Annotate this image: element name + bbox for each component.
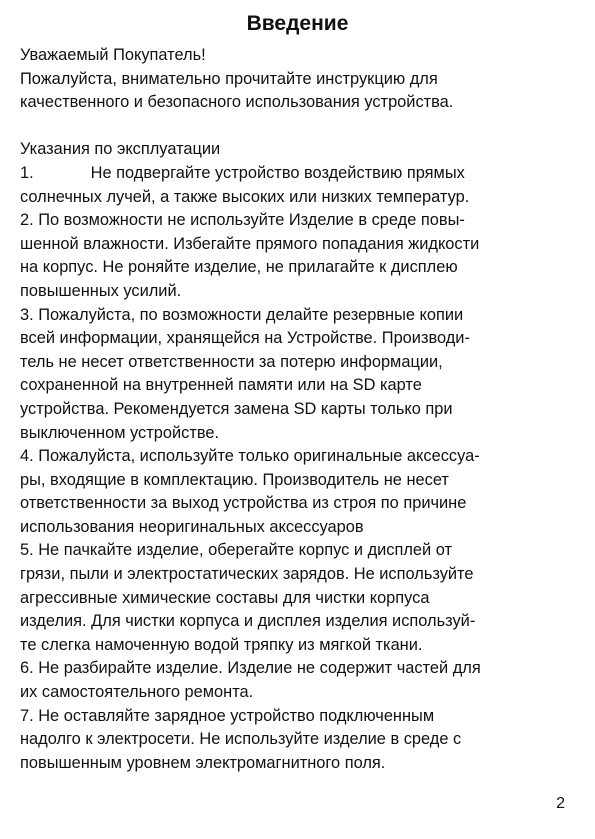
item-number: 1. [20, 163, 34, 182]
instruction-line: 3. Пожалуйста, по возможности делайте резервные копии [20, 305, 464, 324]
paragraph-gap [20, 115, 580, 139]
intro-line: Пожалуйста, внимательно прочитайте инструкцию для [20, 69, 438, 88]
page-content [20, 44, 580, 775]
instruction-line: выключенном устройстве. [20, 423, 220, 442]
instruction-line: их самостоятельного ремонта. [20, 683, 254, 702]
instruction-line: 7. Не оставляйте зарядное устройство подключенным [20, 706, 435, 725]
instruction-line: ответственности за выход устройства из строя по причине [20, 494, 467, 513]
instruction-line: всей информации, хранящейся на Устройстве. Производи- [20, 329, 470, 348]
instruction-line: 5. Не пачкайте изделие, оберегайте корпус и дисплей от [20, 541, 453, 560]
instruction-item-1-first-line [20, 162, 580, 186]
instruction-line: надолго к электросети. Не используйте изделие в среде с [20, 730, 462, 749]
instruction-line: тель не несет ответственности за потерю информации, [20, 352, 443, 371]
item-text: Не подвергайте устройство воздействию прямых [90, 163, 465, 182]
instruction-line: устройства. Рекомендуется замена SD карты только при [20, 399, 453, 418]
instruction-line: 6. Не разбирайте изделие. Изделие не содержит частей для [20, 659, 481, 678]
instruction-line: использования неоригинальных аксессуаров [20, 517, 364, 536]
section-heading: Указания по эксплуатации [20, 140, 221, 159]
page-title: Введение [246, 12, 349, 35]
instruction-line: повышенным уровнем электромагнитного поля. [20, 753, 386, 772]
greeting: Уважаемый Покупатель! [20, 46, 206, 64]
instruction-line: на корпус. Не роняйте изделие, не прилагайте к дисплею [20, 258, 458, 277]
instruction-line: грязи, пыли и электростатических зарядов. Не используйте [20, 565, 474, 584]
instruction-line: повышенных усилий. [20, 281, 182, 300]
instruction-line: агрессивные химические составы для чистки корпуса [20, 588, 430, 607]
page-number: 2 [556, 795, 565, 812]
instruction-line: сохраненной на внутренней памяти или на SD карте [20, 376, 422, 395]
instruction-line: те слегка намоченную водой тряпку из мягкой ткани. [20, 635, 423, 654]
instruction-line: солнечных лучей, а также высоких или низких температур. [20, 187, 470, 206]
instruction-line: 2. По возможности не используйте Изделие в среде повы- [20, 211, 465, 230]
instruction-line: изделия. Для чистки корпуса и дисплея изделия используй- [20, 612, 476, 631]
instruction-line: 4. Пожалуйста, используйте только оригинальные аксессуа- [20, 447, 480, 466]
intro-line: качественного и безопасного использования устройства. [20, 93, 454, 112]
instruction-line: шенной влажности. Избегайте прямого попадания жидкости [20, 234, 480, 253]
instruction-line: ры, входящие в комплектацию. Производитель не несет [20, 470, 449, 489]
